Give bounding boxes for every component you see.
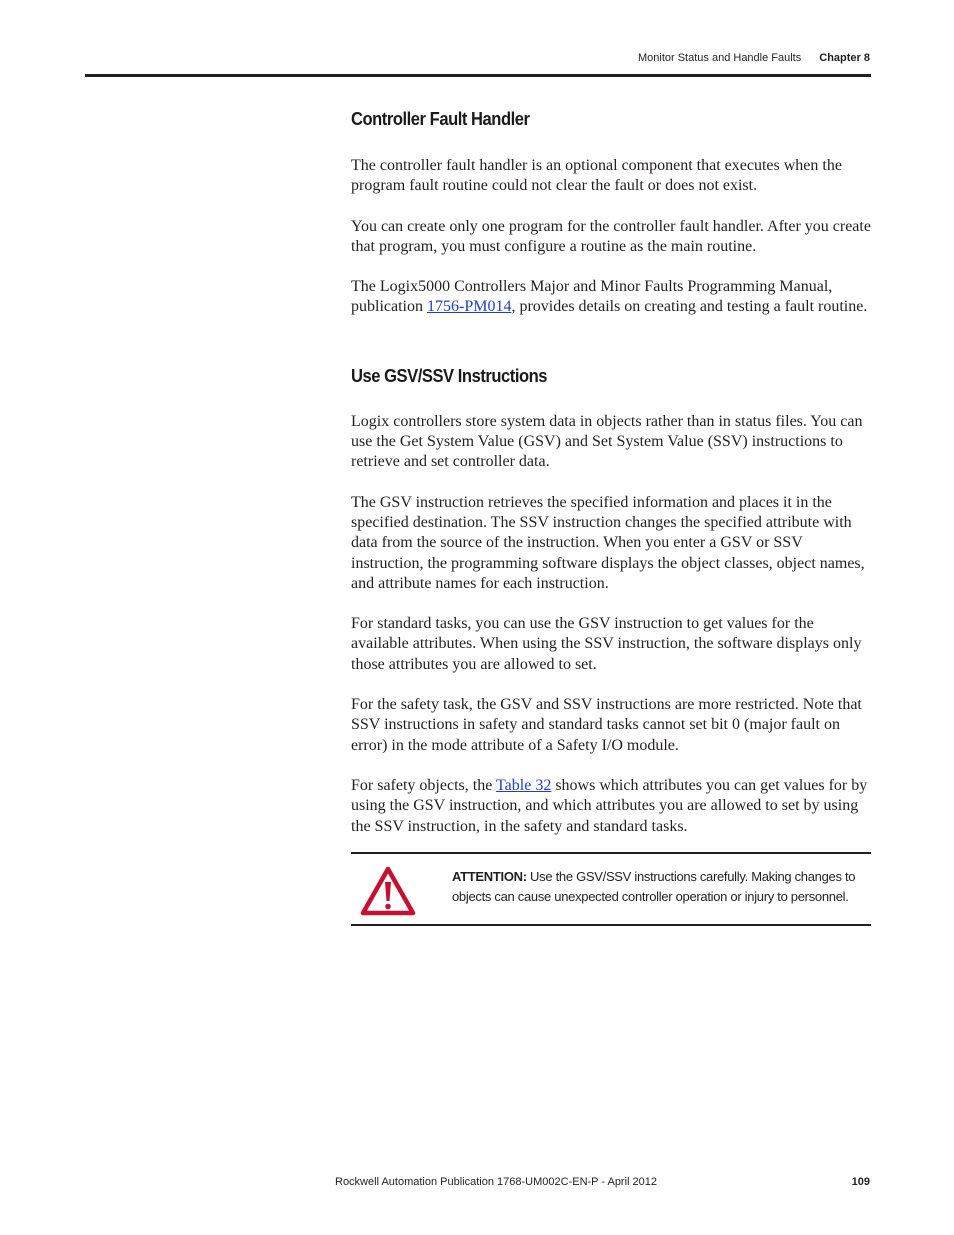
section-heading-controller-fault-handler: Controller Fault Handler (351, 109, 530, 129)
header-chapter-label: Chapter 8 (819, 52, 870, 64)
link-table-32[interactable]: Table 32 (496, 776, 552, 794)
paragraph-text: The Logix5000 Controllers Major and Minor Faults Programming Manual, publication (351, 278, 833, 316)
main-content (351, 105, 873, 837)
header-section-title: Monitor Status and Handle Faults (637, 52, 802, 64)
paragraph-text: shows which attributes you can get values for by using the GSV instruction, and which attributes you are allowed to set by using the SSV instruction, in the safety and standard tasks. (351, 776, 868, 835)
page-number: 109 (851, 1176, 870, 1188)
attention-message: Use the GSV/SSV instructions carefully. Making changes to objects can cause unexpected controller operation or injury to personnel. (452, 869, 856, 904)
paragraph-text: For safety objects, the (351, 776, 497, 794)
running-header (638, 52, 870, 64)
section-heading-use-gsv-ssv-instructions: Use GSV/SSV Instructions (351, 365, 548, 386)
paragraph: The GSV instruction retrieves the specified information and places it in the specified destination. The SSV instruction changes the specified attribute with data from the source of the instruction. When you enter a GSV or SSV instruction, the programming software displays the object classes, object names, and attribute names for each instruction. (351, 493, 865, 592)
paragraph-text: , provides details on creating and testing a fault routine. (511, 298, 868, 316)
footer-publication: Rockwell Automation Publication 1768-UM002C-EN-P - April 2012 (335, 1176, 658, 1188)
paragraph-with-link (351, 776, 873, 837)
attention-text (452, 867, 862, 907)
paragraph: Logix controllers store system data in objects rather than in status files. You can use the Get System Value (GSV) and Set System Value (SSV) instructions to retrieve and set controller data. (351, 412, 863, 471)
link-1756-pm014[interactable]: 1756-PM014 (426, 298, 512, 316)
paragraph: The controller fault handler is an optional component that executes when the program fault routine could not clear the fault or does not exist. (351, 157, 842, 195)
warning-triangle-icon (360, 866, 416, 916)
attention-callout (351, 852, 871, 926)
header-rule (85, 74, 871, 77)
paragraph: You can create only one program for the controller fault handler. After you create that program, you must configure a routine as the main routine. (351, 217, 871, 255)
attention-label: ATTENTION: (452, 869, 527, 884)
paragraph: For standard tasks, you can use the GSV instruction to get values for the available attributes. When using the SSV instruction, the software displays only those attributes you are allowed to set. (351, 615, 862, 673)
paragraph: For the safety task, the GSV and SSV instructions are more restricted. Note that SSV instructions in safety and standard tasks cannot set bit 0 (major fault on error) in the mode attribute of a Safety I/O module. (351, 696, 862, 754)
paragraph-with-link (351, 277, 873, 318)
